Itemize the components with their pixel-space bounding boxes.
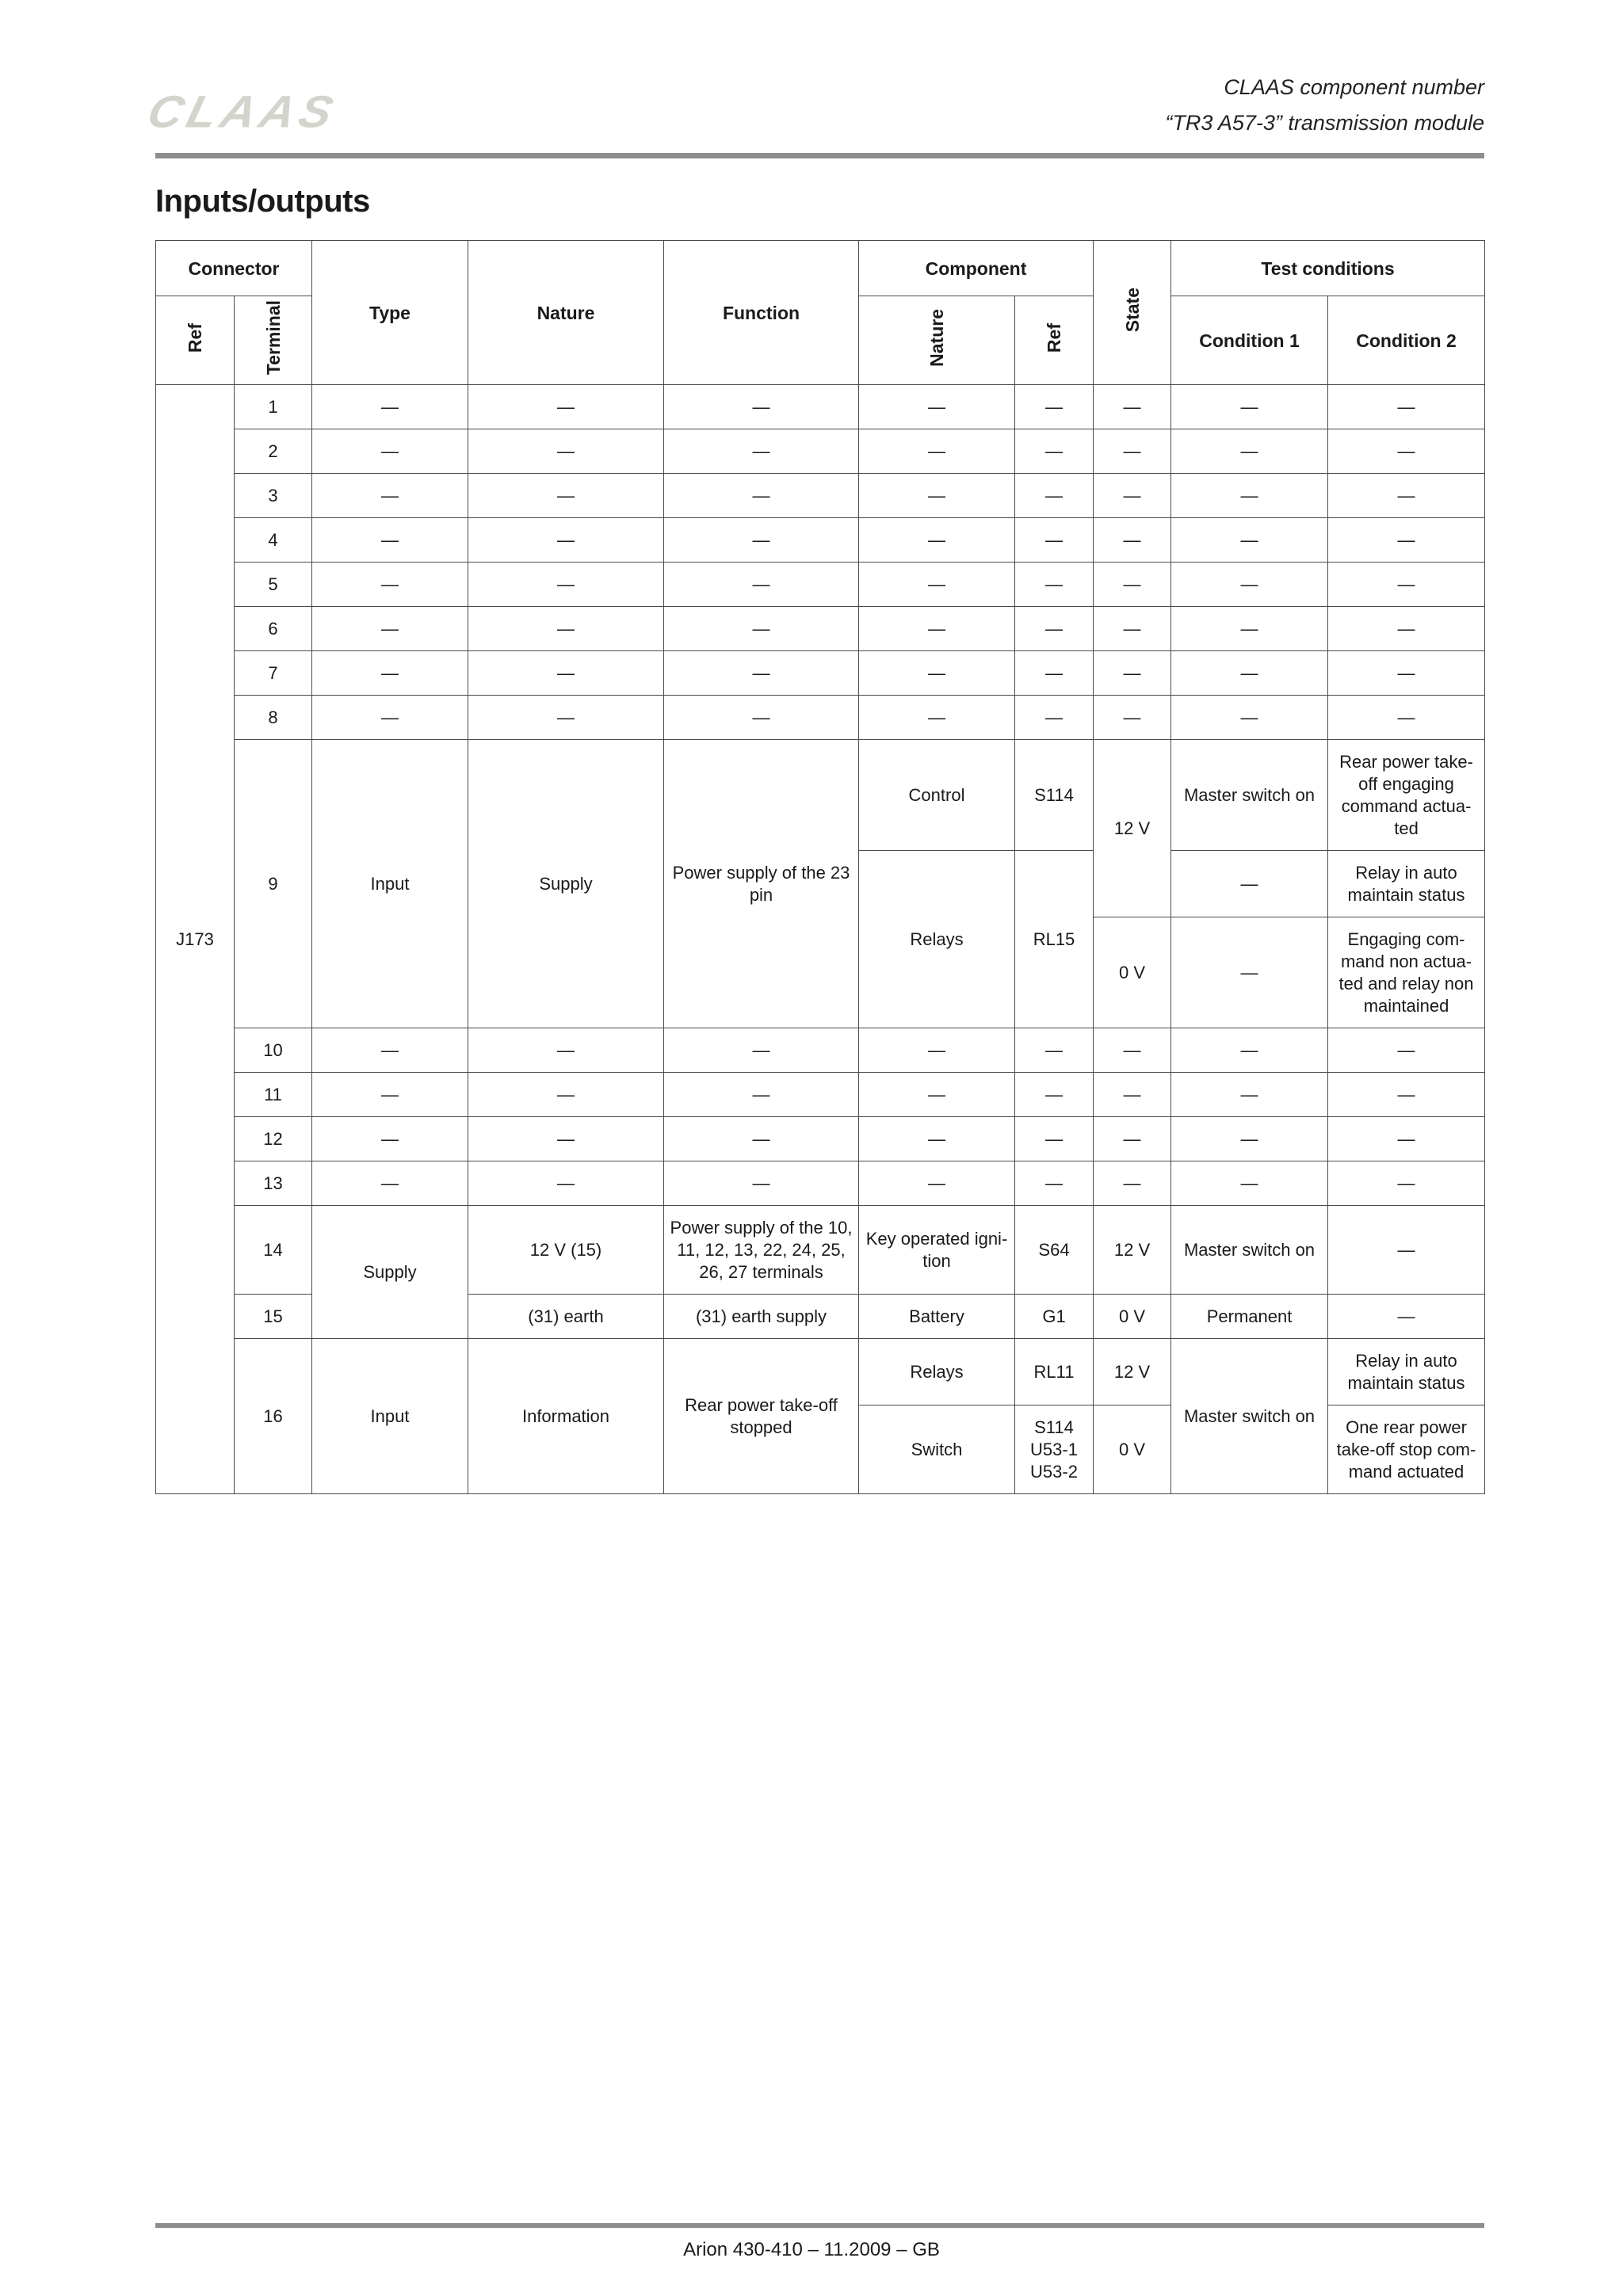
- empty-cell: —: [1094, 696, 1171, 740]
- empty-cell: —: [1015, 1028, 1094, 1073]
- component-nature-cell: Switch: [859, 1405, 1015, 1494]
- empty-cell: —: [859, 563, 1015, 607]
- function-cell: Power supply of the 10, 11, 12, 13, 22, 24, 25, 26, 27 terminals: [664, 1206, 859, 1295]
- connector-ref-cell: J173: [156, 385, 235, 1494]
- empty-cell: —: [664, 696, 859, 740]
- terminal-cell: 14: [235, 1206, 312, 1295]
- header-component-ref: Ref: [1015, 296, 1094, 385]
- footer-rule: [155, 2223, 1484, 2228]
- empty-cell: —: [1328, 696, 1485, 740]
- inputs-outputs-table: [155, 240, 1485, 1494]
- terminal-cell: 6: [235, 607, 312, 651]
- condition-2-cell: One rear power take-off stop com-mand actuated: [1328, 1405, 1485, 1494]
- header-rule: [155, 153, 1484, 158]
- table-row: [156, 651, 1485, 696]
- empty-cell: —: [1171, 607, 1328, 651]
- empty-cell: —: [859, 474, 1015, 518]
- component-nature-cell: Relays: [859, 851, 1015, 1028]
- empty-cell: —: [468, 651, 664, 696]
- condition-2-cell: Relay in auto maintain status: [1328, 1339, 1485, 1405]
- empty-cell: —: [1015, 563, 1094, 607]
- nature-cell: Information: [468, 1339, 664, 1494]
- table-row: [156, 1117, 1485, 1161]
- empty-cell: —: [1328, 518, 1485, 563]
- table-row: [156, 1028, 1485, 1073]
- terminal-cell: 1: [235, 385, 312, 429]
- empty-cell: —: [1328, 1028, 1485, 1073]
- empty-cell: —: [312, 563, 468, 607]
- empty-cell: —: [1328, 1117, 1485, 1161]
- empty-cell: —: [1171, 474, 1328, 518]
- table-row: [156, 1206, 1485, 1295]
- table-row: [156, 518, 1485, 563]
- empty-cell: —: [1328, 607, 1485, 651]
- nature-cell: (31) earth: [468, 1295, 664, 1339]
- terminal-cell: 10: [235, 1028, 312, 1073]
- empty-cell: —: [1094, 518, 1171, 563]
- header-connector: Connector: [156, 241, 312, 296]
- condition-1-cell: —: [1171, 851, 1328, 917]
- empty-cell: —: [1094, 563, 1171, 607]
- state-cell: 12 V: [1094, 740, 1171, 917]
- claas-logo: CLAAS: [142, 86, 343, 137]
- header-component-nature: Nature: [859, 296, 1015, 385]
- component-ref-cell: RL11: [1015, 1339, 1094, 1405]
- empty-cell: —: [664, 1073, 859, 1117]
- empty-cell: —: [1094, 1073, 1171, 1117]
- empty-cell: —: [1094, 385, 1171, 429]
- empty-cell: —: [1171, 1117, 1328, 1161]
- condition-1-cell: Master switch on: [1171, 740, 1328, 851]
- header-nature: Nature: [468, 241, 664, 385]
- empty-cell: —: [1328, 563, 1485, 607]
- terminal-cell: 3: [235, 474, 312, 518]
- condition-2-cell: —: [1328, 1206, 1485, 1295]
- document-header: [1165, 70, 1484, 141]
- table-row: [156, 607, 1485, 651]
- type-cell: Input: [312, 1339, 468, 1494]
- empty-cell: —: [1171, 429, 1328, 474]
- empty-cell: —: [1094, 1117, 1171, 1161]
- type-cell: Supply: [312, 1206, 468, 1339]
- empty-cell: —: [468, 1028, 664, 1073]
- nature-cell: Supply: [468, 740, 664, 1028]
- empty-cell: —: [1015, 518, 1094, 563]
- terminal-cell: 15: [235, 1295, 312, 1339]
- component-ref-cell: G1: [1015, 1295, 1094, 1339]
- state-cell: 0 V: [1094, 1295, 1171, 1339]
- state-cell: 0 V: [1094, 917, 1171, 1028]
- empty-cell: —: [664, 651, 859, 696]
- empty-cell: —: [664, 1161, 859, 1206]
- empty-cell: —: [1171, 518, 1328, 563]
- condition-2-cell: Rear power take-off engaging command actua-ted: [1328, 740, 1485, 851]
- nature-cell: 12 V (15): [468, 1206, 664, 1295]
- empty-cell: —: [1015, 429, 1094, 474]
- empty-cell: —: [312, 1117, 468, 1161]
- empty-cell: —: [312, 1161, 468, 1206]
- empty-cell: —: [1015, 385, 1094, 429]
- empty-cell: —: [1094, 1028, 1171, 1073]
- state-cell: 12 V: [1094, 1206, 1171, 1295]
- empty-cell: —: [468, 385, 664, 429]
- empty-cell: —: [859, 1028, 1015, 1073]
- component-ref-cell: S64: [1015, 1206, 1094, 1295]
- empty-cell: —: [664, 1028, 859, 1073]
- empty-cell: —: [664, 474, 859, 518]
- condition-2-cell: —: [1328, 1295, 1485, 1339]
- empty-cell: —: [1015, 1073, 1094, 1117]
- component-ref-line: S114: [1034, 1417, 1074, 1437]
- empty-cell: —: [312, 385, 468, 429]
- component-ref-cell: S114: [1015, 740, 1094, 851]
- empty-cell: —: [1171, 385, 1328, 429]
- table-row: [156, 429, 1485, 474]
- header-condition-1: Condition 1: [1171, 296, 1328, 385]
- empty-cell: —: [468, 1073, 664, 1117]
- terminal-cell: 16: [235, 1339, 312, 1494]
- table-row: [156, 740, 1485, 851]
- component-ref-cell: [1015, 1405, 1094, 1494]
- empty-cell: —: [664, 429, 859, 474]
- condition-1-cell: Permanent: [1171, 1295, 1328, 1339]
- table-row: [156, 563, 1485, 607]
- empty-cell: —: [1328, 1073, 1485, 1117]
- empty-cell: —: [1171, 696, 1328, 740]
- empty-cell: —: [1094, 651, 1171, 696]
- terminal-cell: 4: [235, 518, 312, 563]
- empty-cell: —: [1015, 696, 1094, 740]
- component-ref-line: U53-2: [1030, 1461, 1078, 1482]
- terminal-cell: 9: [235, 740, 312, 1028]
- empty-cell: —: [312, 1028, 468, 1073]
- empty-cell: —: [468, 518, 664, 563]
- header-state: State: [1094, 241, 1171, 385]
- function-cell: Rear power take-off stopped: [664, 1339, 859, 1494]
- empty-cell: —: [664, 518, 859, 563]
- table-row: [156, 1339, 1485, 1405]
- terminal-cell: 2: [235, 429, 312, 474]
- function-cell: Power supply of the 23 pin: [664, 740, 859, 1028]
- empty-cell: —: [1015, 607, 1094, 651]
- empty-cell: —: [859, 1117, 1015, 1161]
- header-component: Component: [859, 241, 1094, 296]
- condition-1-cell: —: [1171, 917, 1328, 1028]
- component-nature-cell: Battery: [859, 1295, 1015, 1339]
- empty-cell: —: [1328, 1161, 1485, 1206]
- empty-cell: —: [1171, 1161, 1328, 1206]
- page-title: Inputs/outputs: [155, 184, 370, 219]
- empty-cell: —: [312, 696, 468, 740]
- empty-cell: —: [859, 385, 1015, 429]
- empty-cell: —: [312, 607, 468, 651]
- table-row: [156, 696, 1485, 740]
- empty-cell: —: [468, 1161, 664, 1206]
- header-function: Function: [664, 241, 859, 385]
- component-ref-cell: RL15: [1015, 851, 1094, 1028]
- component-ref-line: U53-1: [1030, 1439, 1078, 1459]
- empty-cell: —: [312, 474, 468, 518]
- condition-1-cell: Master switch on: [1171, 1339, 1328, 1494]
- empty-cell: —: [664, 385, 859, 429]
- header-ref: Ref: [156, 296, 235, 385]
- empty-cell: —: [664, 1117, 859, 1161]
- terminal-cell: 11: [235, 1073, 312, 1117]
- terminal-cell: 5: [235, 563, 312, 607]
- empty-cell: —: [468, 607, 664, 651]
- empty-cell: —: [1094, 607, 1171, 651]
- empty-cell: —: [312, 518, 468, 563]
- empty-cell: —: [468, 696, 664, 740]
- component-nature-cell: Relays: [859, 1339, 1015, 1405]
- empty-cell: —: [312, 651, 468, 696]
- empty-cell: —: [859, 429, 1015, 474]
- empty-cell: —: [859, 518, 1015, 563]
- empty-cell: —: [859, 607, 1015, 651]
- empty-cell: —: [1015, 651, 1094, 696]
- empty-cell: —: [468, 429, 664, 474]
- header-condition-2: Condition 2: [1328, 296, 1485, 385]
- table-row: [156, 385, 1485, 429]
- empty-cell: —: [1328, 385, 1485, 429]
- empty-cell: —: [312, 429, 468, 474]
- terminal-cell: 8: [235, 696, 312, 740]
- empty-cell: —: [1015, 1117, 1094, 1161]
- empty-cell: —: [1328, 651, 1485, 696]
- empty-cell: —: [468, 563, 664, 607]
- header-type: Type: [312, 241, 468, 385]
- header-test-conditions: Test conditions: [1171, 241, 1485, 296]
- empty-cell: —: [859, 1161, 1015, 1206]
- empty-cell: —: [859, 1073, 1015, 1117]
- empty-cell: —: [1171, 563, 1328, 607]
- empty-cell: —: [664, 563, 859, 607]
- empty-cell: —: [859, 651, 1015, 696]
- header-terminal: Terminal: [235, 296, 312, 385]
- empty-cell: —: [1171, 1028, 1328, 1073]
- header-line-1: CLAAS component number: [1224, 75, 1484, 99]
- component-nature-cell: Control: [859, 740, 1015, 851]
- empty-cell: —: [1171, 651, 1328, 696]
- empty-cell: —: [1171, 1073, 1328, 1117]
- empty-cell: —: [1328, 474, 1485, 518]
- empty-cell: —: [1094, 429, 1171, 474]
- terminal-cell: 13: [235, 1161, 312, 1206]
- empty-cell: —: [664, 607, 859, 651]
- component-nature-cell: Key operated igni-tion: [859, 1206, 1015, 1295]
- page-footer: Arion 430-410 – 11.2009 – GB: [683, 2239, 940, 2260]
- empty-cell: —: [859, 696, 1015, 740]
- condition-1-cell: Master switch on: [1171, 1206, 1328, 1295]
- empty-cell: —: [312, 1073, 468, 1117]
- empty-cell: —: [1015, 474, 1094, 518]
- table-row: [156, 474, 1485, 518]
- condition-2-cell: Relay in auto maintain status: [1328, 851, 1485, 917]
- table-row: [156, 1161, 1485, 1206]
- empty-cell: —: [1094, 1161, 1171, 1206]
- condition-2-cell: Engaging com-mand non actua-ted and relay non maintained: [1328, 917, 1485, 1028]
- type-cell: Input: [312, 740, 468, 1028]
- empty-cell: —: [1328, 429, 1485, 474]
- terminal-cell: 12: [235, 1117, 312, 1161]
- empty-cell: —: [1015, 1161, 1094, 1206]
- table-row: [156, 1073, 1485, 1117]
- terminal-cell: 7: [235, 651, 312, 696]
- function-cell: (31) earth supply: [664, 1295, 859, 1339]
- state-cell: 0 V: [1094, 1405, 1171, 1494]
- empty-cell: —: [1094, 474, 1171, 518]
- empty-cell: —: [468, 1117, 664, 1161]
- state-cell: 12 V: [1094, 1339, 1171, 1405]
- header-line-2: “TR3 A57-3” transmission module: [1165, 111, 1484, 135]
- empty-cell: —: [468, 474, 664, 518]
